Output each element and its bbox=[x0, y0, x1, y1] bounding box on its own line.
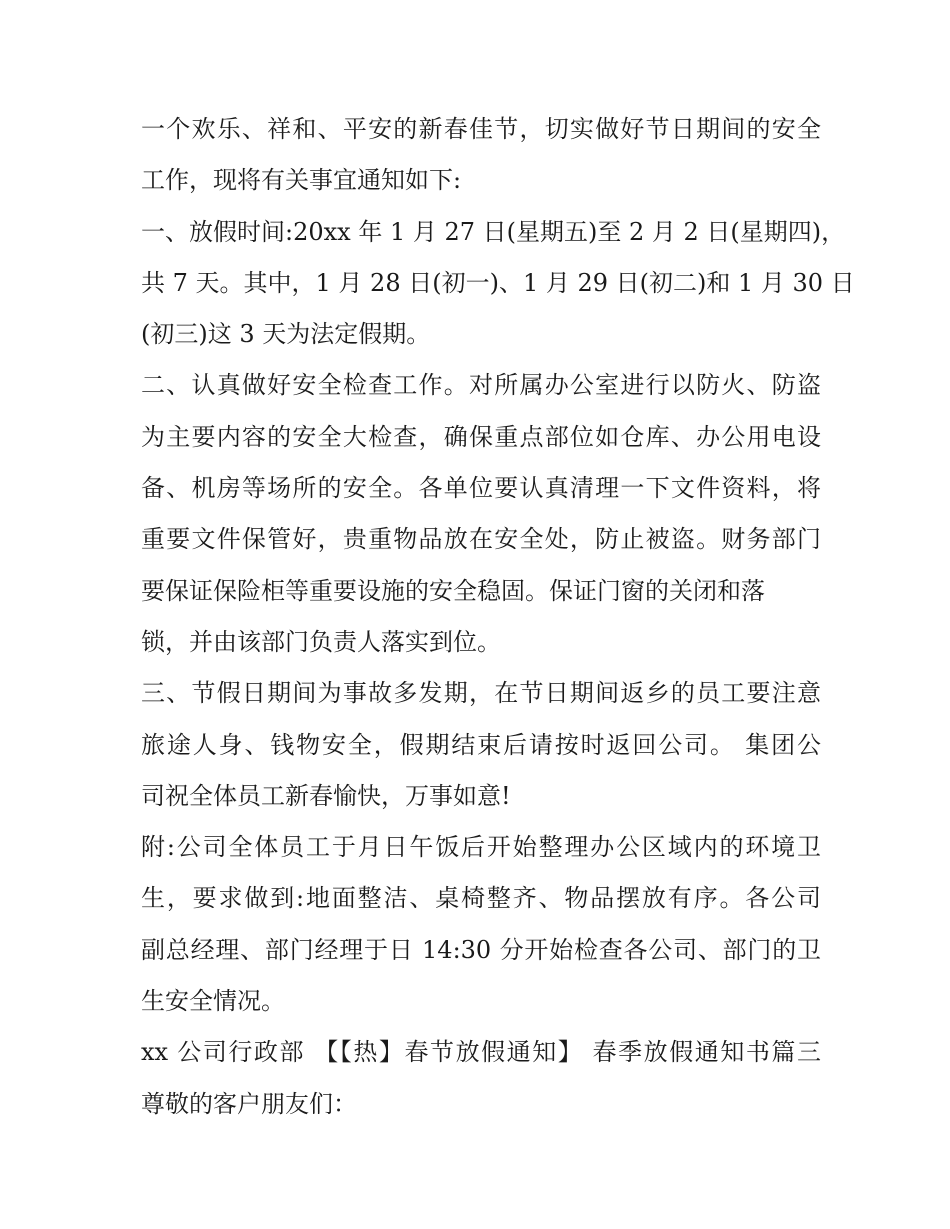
paragraph-line: 工作，现将有关事宜通知如下: bbox=[141, 166, 462, 195]
paragraph-line: 尊敬的客户朋友们： bbox=[141, 1089, 357, 1118]
paragraph-line: 为主要内容的安全大检查，确保重点部位如仓库、办公用电设 bbox=[141, 422, 821, 451]
paragraph-line: 一个欢乐、祥和、平安的新春佳节，切实做好节日期间的安全 bbox=[141, 115, 821, 143]
paragraph-line: 一、放假时间:20xx 年 1 月 27 日(星期五)至 2 月 2 日(星期四)， bbox=[141, 217, 846, 246]
paragraph-line: 附:公司全体员工于月日午饭后开始整理办公区域内的环境卫 bbox=[141, 833, 821, 862]
paragraph-line: 生安全情况。 bbox=[141, 987, 285, 1016]
paragraph-line: 重要文件保管好，贵重物品放在安全处，防止被盗。财务部门 bbox=[141, 525, 821, 554]
paragraph-line: (初三)这 3 天为法定假期。 bbox=[141, 320, 431, 349]
paragraph-line: 锁，并由该部门负责人落实到位。 bbox=[141, 627, 501, 656]
paragraph-line: 旅途人身、钱物安全，假期结束后请按时返回公司。 集团公 bbox=[141, 730, 821, 759]
paragraph-line: 三、节假日期间为事故多发期，在节日期间返乡的员工要注意 bbox=[141, 679, 821, 708]
document-body bbox=[141, 104, 855, 1130]
paragraph-line: 要保证保险柜等重要设施的安全稳固。保证门窗的关闭和落 bbox=[141, 576, 765, 605]
paragraph-line: 共 7 天。其中，1 月 28 日(初一)、1 月 29 日(初二)和 1 月 30 日 bbox=[141, 268, 855, 297]
paragraph-line: 司祝全体员工新春愉快，万事如意! bbox=[141, 781, 511, 810]
paragraph-line: xx 公司行政部 【【热】春节放假通知】 春季放假通知书篇三 bbox=[141, 1038, 821, 1067]
paragraph-line: 备、机房等场所的安全。各单位要认真清理一下文件资料，将 bbox=[141, 474, 821, 503]
paragraph-line: 二、认真做好安全检查工作。对所属办公室进行以防火、防盗 bbox=[141, 371, 821, 400]
paragraph-line: 生，要求做到:地面整洁、桌椅整齐、物品摆放有序。各公司 bbox=[141, 884, 821, 913]
paragraph-line: 副总经理、部门经理于日 14:30 分开始检查各公司、部门的卫 bbox=[141, 935, 821, 964]
